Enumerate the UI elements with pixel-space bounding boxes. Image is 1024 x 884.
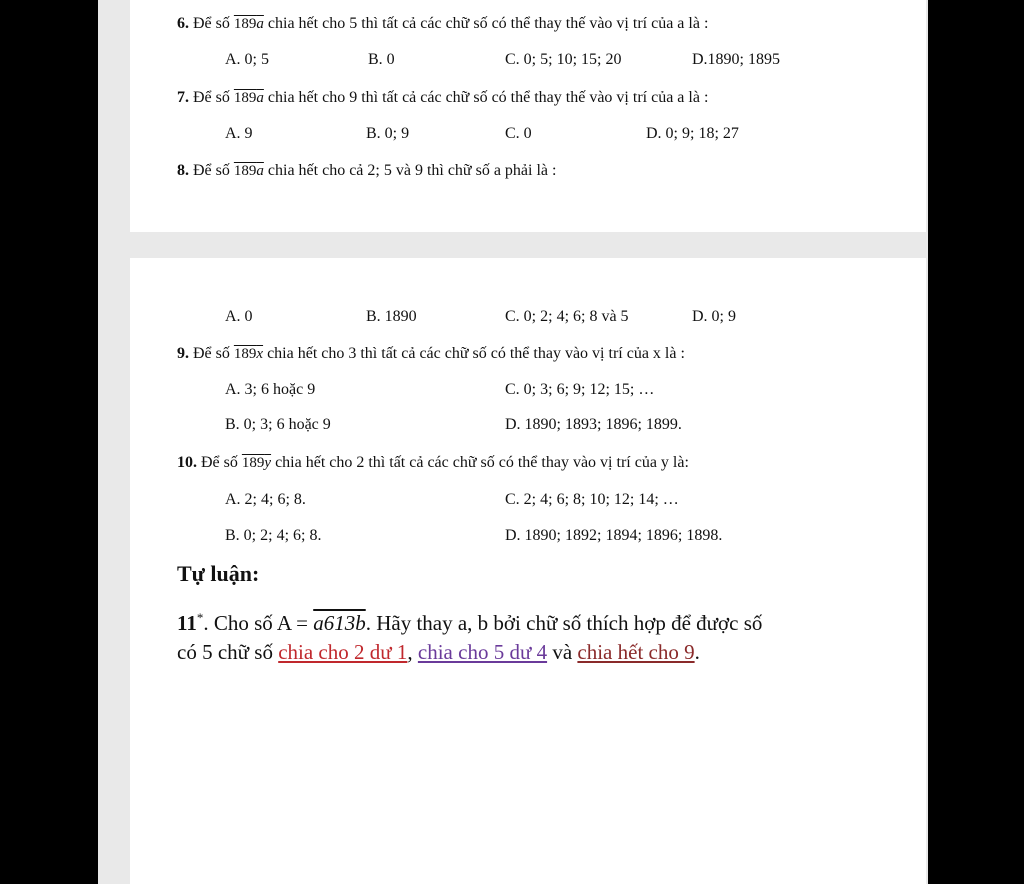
question-number: 11 <box>177 611 197 635</box>
question-number: 6. <box>177 15 189 32</box>
option-a: A. 9 <box>225 125 253 142</box>
option-d: D. 1890; 1893; 1896; 1899. <box>505 416 682 433</box>
option-b: B. 0; 3; 6 hoặc 9 <box>225 416 331 433</box>
question-number: 7. <box>177 89 189 106</box>
question-number: 8. <box>177 162 189 179</box>
question-9 <box>177 344 685 364</box>
option-d: D. 1890; 1892; 1894; 1896; 1898. <box>505 527 723 544</box>
question-number: 10. <box>177 454 197 471</box>
overline-number <box>234 16 264 32</box>
question-11-line-2 <box>177 638 700 666</box>
overline-digits: 189 <box>233 163 257 179</box>
question-text-pre: Để số <box>193 162 230 179</box>
overline-digits: 189 <box>241 455 265 471</box>
question-text-pre: Để số <box>193 345 230 362</box>
option-b: B. 0; 2; 4; 6; 8. <box>225 527 322 544</box>
overline-variable: y <box>264 455 272 471</box>
option-c: C. 2; 4; 6; 8; 10; 12; 14; … <box>505 491 679 508</box>
option-c: C. 0; 2; 4; 6; 8 và 5 <box>505 308 629 325</box>
option-a: A. 0 <box>225 308 253 325</box>
question-text-post: chia hết cho 9 thì tất cả các chữ số có thể thay thế vào vị trí của a là : <box>267 89 709 106</box>
separator: , <box>407 640 418 664</box>
question-text-pre: Để số <box>201 454 238 471</box>
option-b: B. 1890 <box>366 308 417 325</box>
option-d: D. 0; 9 <box>692 308 736 325</box>
asterisk-mark: * <box>196 610 204 625</box>
overline-variable: a <box>256 90 264 106</box>
question-10 <box>177 453 689 473</box>
overline-number <box>242 455 271 471</box>
question-text-pre: Để số <box>193 89 230 106</box>
overline-digits: 189 <box>233 16 257 32</box>
document-viewer[interactable] <box>98 0 928 884</box>
overline-number <box>234 346 263 362</box>
overline-variable: x <box>256 346 264 362</box>
document-page-1 <box>130 0 926 232</box>
question-text-post: chia hết cho 5 thì tất cả các chữ số có thể thay thế vào vị trí của a là : <box>267 15 709 32</box>
question-text-post: chia hết cho 3 thì tất cả các chữ số có thể thay vào vị trí của x là : <box>267 345 685 362</box>
option-c: C. 0; 3; 6; 9; 12; 15; … <box>505 381 655 398</box>
question-text-pre: Để số <box>193 15 230 32</box>
separator: và <box>547 640 578 664</box>
overline-number <box>234 90 264 106</box>
overline-number <box>234 163 264 179</box>
question-11-line-1 <box>177 604 762 637</box>
option-c: C. 0 <box>505 125 532 142</box>
option-a: A. 3; 6 hoặc 9 <box>225 381 316 398</box>
question-text-post: chia hết cho 2 thì tất cả các chữ số có thể thay vào vị trí của y là: <box>275 454 689 471</box>
question-text: . Cho số A = <box>203 611 314 635</box>
option-d: D. 0; 9; 18; 27 <box>646 125 739 142</box>
option-a: A. 2; 4; 6; 8. <box>225 491 306 508</box>
overline-variable: a <box>256 16 264 32</box>
option-a: A. 0; 5 <box>225 51 269 68</box>
option-b: B. 0; 9 <box>366 125 410 142</box>
question-number: 9. <box>177 345 189 362</box>
overline-expression: a613b <box>313 611 366 635</box>
document-page-2 <box>130 258 926 884</box>
essay-heading: Tự luận: <box>177 561 260 586</box>
condition-2: chia cho 5 dư 4 <box>417 640 548 664</box>
overline-digits: 189 <box>233 346 257 362</box>
option-b: B. 0 <box>368 51 395 68</box>
overline-variable: a <box>256 163 264 179</box>
question-6 <box>177 14 708 34</box>
question-8 <box>177 161 556 181</box>
condition-3: chia hết cho 9 <box>577 640 695 664</box>
period: . <box>694 640 700 664</box>
question-text-post: chia hết cho cả 2; 5 và 9 thì chữ số a phải là : <box>267 162 557 179</box>
overline-digits: 189 <box>233 90 257 106</box>
question-7 <box>177 88 708 108</box>
option-c: C. 0; 5; 10; 15; 20 <box>505 51 622 68</box>
question-text: . Hãy thay a, b bởi chữ số thích hợp để được số <box>365 611 763 635</box>
question-text: có 5 chữ số <box>177 640 279 664</box>
option-d: D.1890; 1895 <box>692 51 780 68</box>
condition-1: chia cho 2 dư 1 <box>278 640 408 664</box>
